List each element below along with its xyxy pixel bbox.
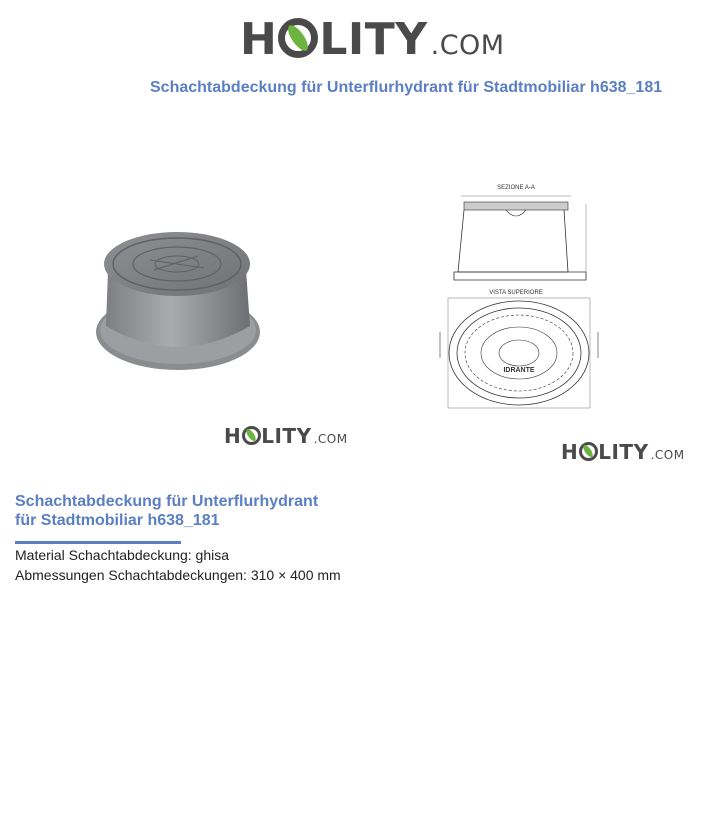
plate-text: IDRANTE	[503, 367, 535, 374]
title-divider	[15, 541, 181, 544]
product-title-line1: Schachtabdeckung für Unterflurhydrant	[15, 493, 319, 510]
brand-logo-drawing	[561, 440, 685, 466]
technical-drawing	[436, 182, 606, 412]
brand-logo-photo	[224, 424, 348, 450]
logo-letter-h: H	[240, 14, 278, 65]
logo-suffix: .COM	[313, 432, 348, 446]
logo-letters: LITY	[319, 14, 428, 65]
logo-letters: LITY	[598, 440, 649, 464]
product-specs	[15, 546, 341, 585]
section-label: SEZIONE A-A	[497, 185, 535, 191]
logo-letters: LITY	[261, 424, 312, 448]
logo-letter-h: H	[561, 440, 579, 464]
spec-material: Material Schachtabdeckung: ghisa	[15, 547, 230, 563]
product-title	[15, 492, 355, 530]
logo-leaf-icon	[579, 442, 598, 461]
product-title-line2: für Stadtmobiliar h638_181	[15, 512, 220, 529]
page-title: Schachtabdeckung für Unterflurhydrant für Stadtmobiliar h638_181	[150, 79, 663, 96]
brand-logo[interactable]	[240, 14, 505, 70]
logo-leaf-icon	[278, 18, 318, 58]
top-view-label: VISTA SUPERIORE	[489, 290, 543, 296]
logo-leaf-icon	[242, 426, 261, 445]
logo-suffix: .COM	[650, 448, 685, 462]
product-photo	[70, 200, 290, 390]
spec-dimensions: Abmessungen Schachtabdeckungen: 310 × 400 mm	[15, 566, 341, 583]
logo-letter-h: H	[224, 424, 242, 448]
logo-suffix: .COM	[430, 30, 505, 61]
